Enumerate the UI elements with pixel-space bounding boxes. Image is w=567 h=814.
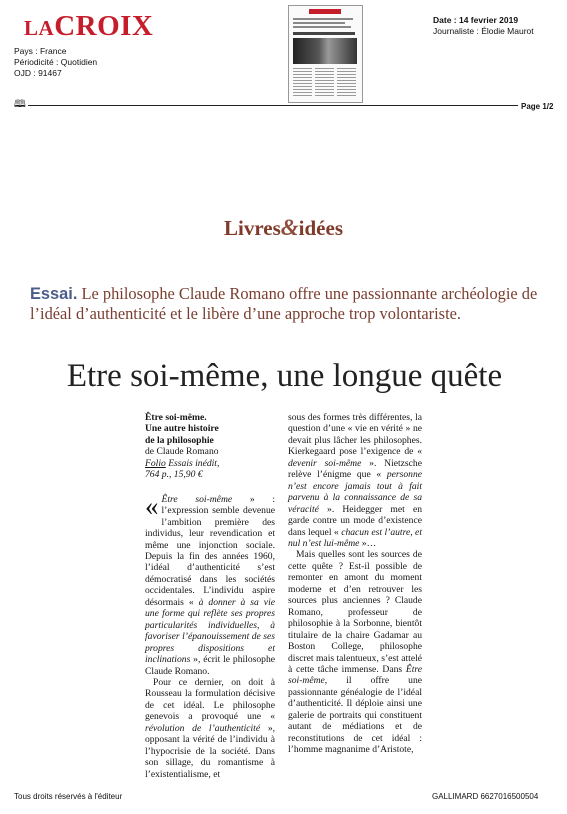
date-label: Date : 14 fevrier 2019 — [433, 15, 519, 25]
article-column-1 — [145, 412, 275, 780]
page-number: Page 1/2 — [518, 102, 553, 111]
open-quote-glyph: « — [145, 490, 159, 521]
book-icon: 🕮 — [14, 99, 26, 110]
logo-main: CROIX — [54, 10, 154, 42]
article-headline: Etre soi-même, une longue quête — [66, 358, 503, 394]
meta-ojd: OJD : 91467 — [14, 68, 62, 78]
paragraph: « Être soi-même » : l’expression semble devenue l’ambition première des individus, leur revendication et même une injonction sociale. Depuis la fin des années 1960, l’idéal d’authenticité s’est démocratisé dans les sociétés occidentales. L’individu aspire désormais « à donner à sa vie une forme qui reflète ses propres particularités individuelles, à favoriser l’épanouissement de ses propres dispositions et inclinations », écrit le philosophe Claude Romano. — [145, 490, 276, 677]
header-divider — [14, 105, 553, 106]
meta-periodicity: Périodicité : Quotidien — [14, 57, 98, 67]
book-author: de Claude Romano — [145, 446, 219, 458]
article-info — [433, 15, 534, 37]
logo-prefix: LA — [24, 16, 55, 40]
section-title-b: idées — [298, 216, 343, 240]
journalist-label: Journaliste : Élodie Maurot — [433, 26, 534, 36]
book-info — [145, 412, 275, 481]
section-title-amp: & — [280, 215, 299, 240]
meta-country: Pays : France — [14, 46, 67, 56]
book-title-line: Être soi-même. — [145, 412, 207, 423]
article-column-2 — [288, 412, 422, 756]
publisher-code: GALLIMARD 6627016500504 — [432, 792, 539, 801]
paragraph: Pour ce dernier, on doit à Rousseau la formulation décisive de cet idéal. Le philosophe genevois a provoqué une « révolution de l’authenticité », opposant la vérité de l’individu à l’hypocrisie de la société. Dans son sillage, du romantisme à l’existentialisme, et — [145, 676, 276, 780]
standfirst-text: Le philosophe Claude Romano offre une passionnante archéologie de l’idéal d’authenticité et le libère d’une approche trop volontariste. — [30, 284, 538, 323]
book-title-line: de la philosophie — [145, 434, 214, 446]
section-title — [0, 215, 567, 241]
newspaper-logo — [24, 10, 153, 43]
book-title-line: Une autre histoire — [145, 423, 219, 435]
standfirst-keyword: Essai. — [30, 285, 78, 303]
section-title-a: Livres — [224, 216, 281, 240]
page-thumbnail — [288, 5, 363, 103]
book-price: 764 p., 15,90 € — [145, 469, 203, 481]
copyright-notice: Tous droits réservés à l'éditeur — [14, 792, 123, 801]
publication-meta — [14, 46, 97, 79]
paragraph: sous des formes très différentes, la question d’une « vie en vérité » ne devait plus lâcher les philosophes. Kierkegaard pose l’exigence de « devenir soi-même ». Nietzsche relève l’énigme que « personne n’est encore jamais tout à fait parvenu à la connaissance de sa véracité ». Heidegger met en garde contre un mode d’existence dans lequel « chacun est l’autre, et nul n’est lui-même »… — [288, 412, 422, 549]
article-standfirst — [30, 284, 542, 323]
paragraph: Mais quelles sont les sources de cette quête ? Est-il possible de remonter en amont du moment moderne et d’en retrouver les sources plus anciennes ? Claude Romano, professeur de philosophie à la Sorbonne, bientôt titulaire de la chaire Gadamar au Boston College, philosophe discret mais talentueux, s’est attelé à cette tâche immense. Dans Être soi-même, il offre une passionnante généalogie de l’idéal d’authenticité. Il déploie ainsi une galerie de portraits qui constituent autant de médiations et de reconstitutions de cet idéal : l’homme magnanime d’Aristote, — [288, 549, 422, 756]
book-publisher: Folio Essais inédit, — [145, 457, 220, 469]
